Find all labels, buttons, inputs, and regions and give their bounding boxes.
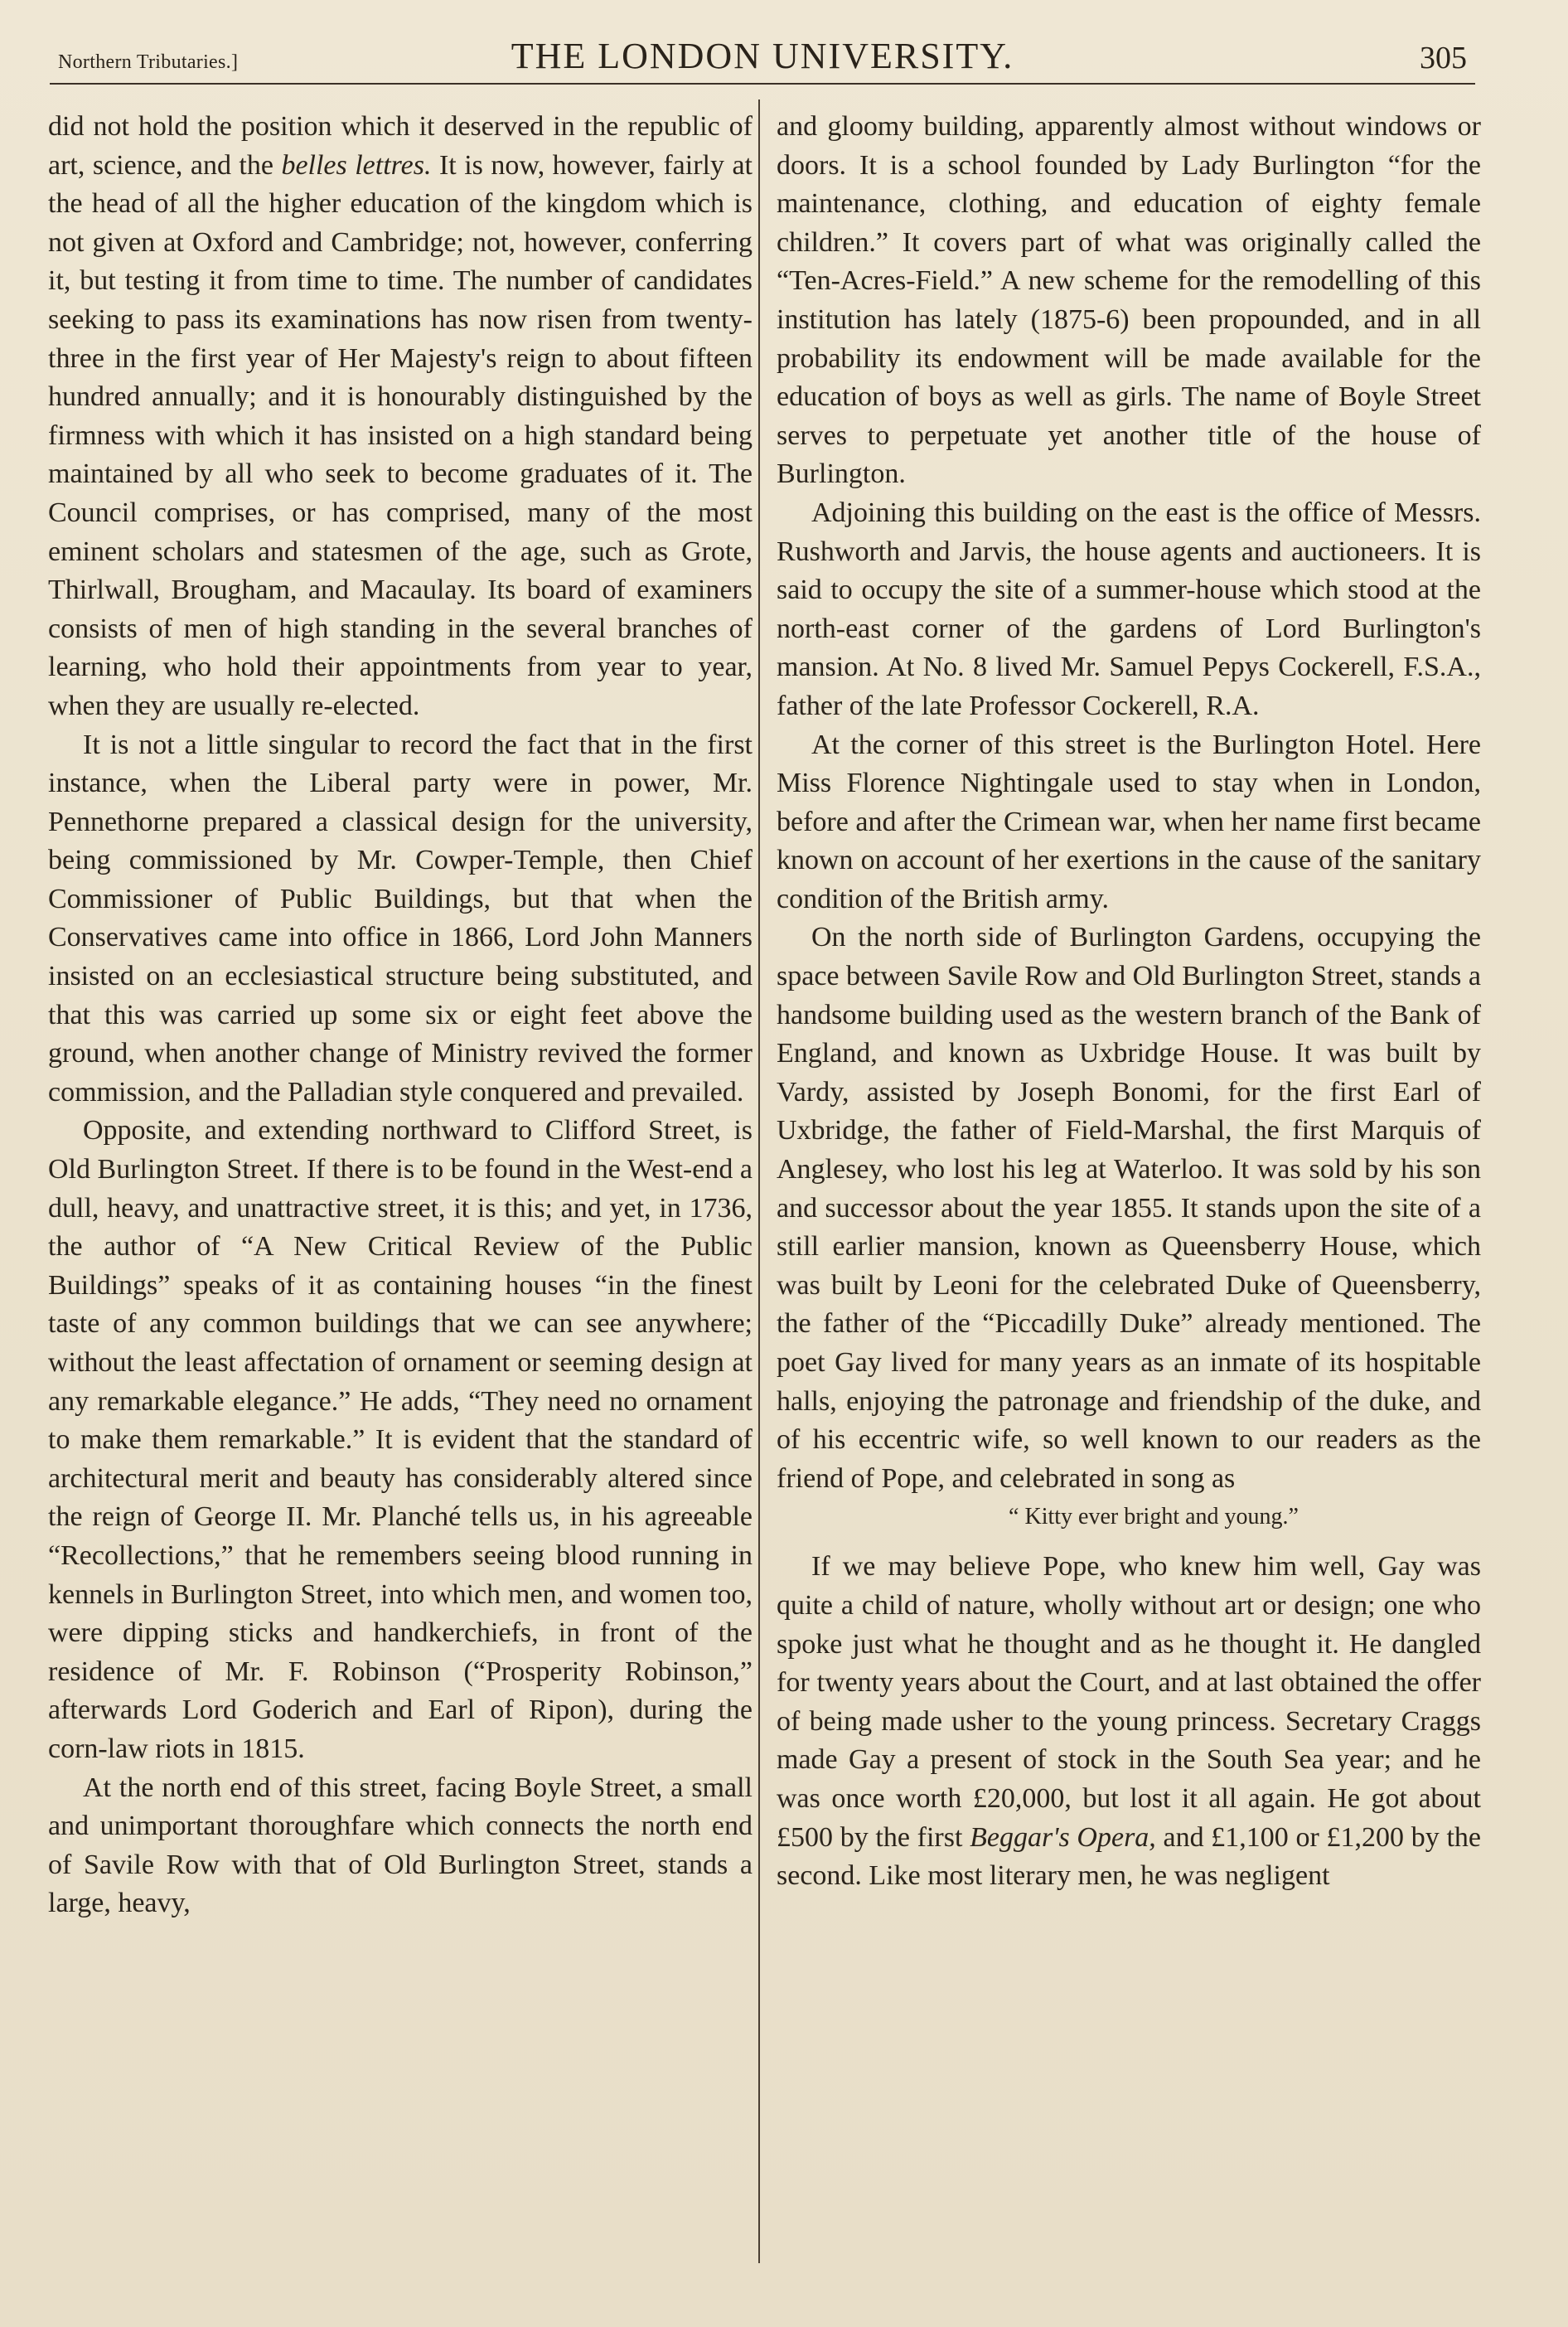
column-divider xyxy=(758,99,760,2263)
paragraph: On the north side of Burlington Gardens, occupying the space between Savile Row and Old Burlington Street, stands a handsome building used as the western branch of the Bank of England, and known as Uxbridge House. It was built by Vardy, assisted by Joseph Bonomi, for the first Earl of Uxbridge, the father of Field-Marshal, the first Marquis of Anglesey, who lost his leg at Waterloo. It was sold by his son and successor about the year 1855. It stands upon the site of a still earlier mansion, known as Queensberry House, which was built by Leoni for the celebrated Duke of Queensberry, the father of the “Piccadilly Duke” already mentioned. The poet Gay lived for many years as an inmate of its hospitable halls, enjoying the patronage and friendship of the duke, and of his eccentric wife, so well known to our readers as the friend of Pope, and celebrated in song as xyxy=(777,922,1481,1494)
paragraph-text: did not hold the position which it deserved in the republic of art, science, and the xyxy=(48,111,753,181)
paragraph xyxy=(777,1548,1481,1895)
paragraph: Opposite, and extending northward to Clifford Street, is Old Burlington Street. If there is to be found in the West-end a dull, heavy, and unattractive street, it is this; and yet, in 1736, the author of “A New Critical Review of the Public Buildings” speaks of it as containing houses “in the finest taste of any common buildings that we can see anywhere; without the least affectation of ornament or seeming design at any remarkable elegance.” He adds, “They need no ornament to make them remarkable.” It is evident that the standard of architectural merit and beauty has considerably altered since the reign of George II. Mr. Planché tells us, in his agreeable “Recollections,” that he remembers seeing blood running in kennels in Burlington Street, into which men, and women too, were dipping sticks and handkerchiefs, in front of the residence of Mr. F. Robinson (“Prosperity Robinson,” afterwards Lord Goderich and Earl of Ripon), during the corn-law riots in 1815. xyxy=(48,1115,753,1764)
paragraph: and gloomy building, apparently almost without windows or doors. It is a school founded by Lady Burlington “for the maintenance, clothing, and education of eighty female children.” It covers part of what was originally called the “Ten-Acres-Field.” A new scheme for the remodelling of this institution has lately (1875-6) been propounded, and in all probability its endowment will be made available for the education of boys as well as girls. The name of Boyle Street serves to perpetuate yet another title of the house of Burlington. xyxy=(777,111,1481,490)
paragraph: At the corner of this street is the Burlington Hotel. Here Miss Florence Nightingale used to stay when in London, before and after the Crimean war, when her name first became known on account of her exertions in the cause of the sanitary condition of the British army. xyxy=(777,729,1481,914)
page-number: 305 xyxy=(1420,41,1467,75)
paragraph xyxy=(48,108,753,726)
header-rule xyxy=(50,83,1475,85)
page-title: THE LONDON UNIVERSITY. xyxy=(511,36,1014,76)
paragraph-text: It is now, however, fairly at the head of all the higher education of the kingdom which is not given at Oxford and Cambridge; not, however, conferring it, but testing it from time to time. The number of candidates seeking to pass its examinations has now risen from twenty-three in the first year of Her Majesty's reign to about fifteen hundred annually; and it is honourably distinguished by the firmness with which it has insisted on a high standard being maintained by all who seek to become graduates of it. The Council comprises, or has comprised, many of the most eminent scholars and statesmen of the age, such as Grote, Thirlwall, Brougham, and Macaulay. Its board of examiners consists of men of high standing in the several branches of learning, who hold their appointments from year to year, when they are usually re-elected. xyxy=(48,149,753,721)
paragraph: It is not a little singular to record the fact that in the first instance, when the Liberal party were in power, Mr. Pennethorne prepared a classical design for the university, being commissioned by Mr. Cowper-Temple, then Chief Commissioner of Public Buildings, but that when the Conservatives came into office in 1866, Lord John Manners insisted on an ecclesiastical structure being substituted, and that this was carried up some six or eight feet above the ground, when another change of Ministry revived the former commission, and the Palladian style conquered and prevailed. xyxy=(48,729,753,1108)
verse-quote: “ Kitty ever bright and young.” xyxy=(1009,1504,1299,1530)
right-column xyxy=(777,108,1481,2280)
paragraph-text: If we may believe Pope, who knew him well, Gay was quite a child of nature, wholly without art or design; one who spoke just what he thought and as he thought it. He dangled for twenty years about the Court, and at last obtained the offer of being made usher to the young princess. Secretary Craggs made Gay a present of stock in the South Sea year; and he was once worth £20,000, but lost it all again. He got about £500 by the first xyxy=(777,1551,1481,1853)
running-head xyxy=(50,30,1475,88)
paragraph: Adjoining this building on the east is the office of Messrs. Rushworth and Jarvis, the house agents and auctioneers. It is said to occupy the site of a summer-house which stood at the north-east corner of the gardens of Lord Burlington's mansion. At No. 8 lived Mr. Samuel Pepys Cockerell, F.S.A., father of the late Professor Cockerell, R.A. xyxy=(777,497,1481,721)
italic-phrase: belles lettres. xyxy=(281,149,432,181)
italic-title: Beggar's Opera, xyxy=(970,1821,1156,1853)
section-label: Northern Tributaries.] xyxy=(58,51,239,73)
left-column xyxy=(48,108,753,2280)
paragraph: At the north end of this street, facing Boyle Street, a small and unimportant thoroughfare which connects the north end of Savile Row with that of Old Burlington Street, stands a large, heavy, xyxy=(48,1772,753,1919)
paragraph-text: and £1,100 or £1,200 by the second. Like most literary men, he was negligent xyxy=(777,1821,1481,1892)
